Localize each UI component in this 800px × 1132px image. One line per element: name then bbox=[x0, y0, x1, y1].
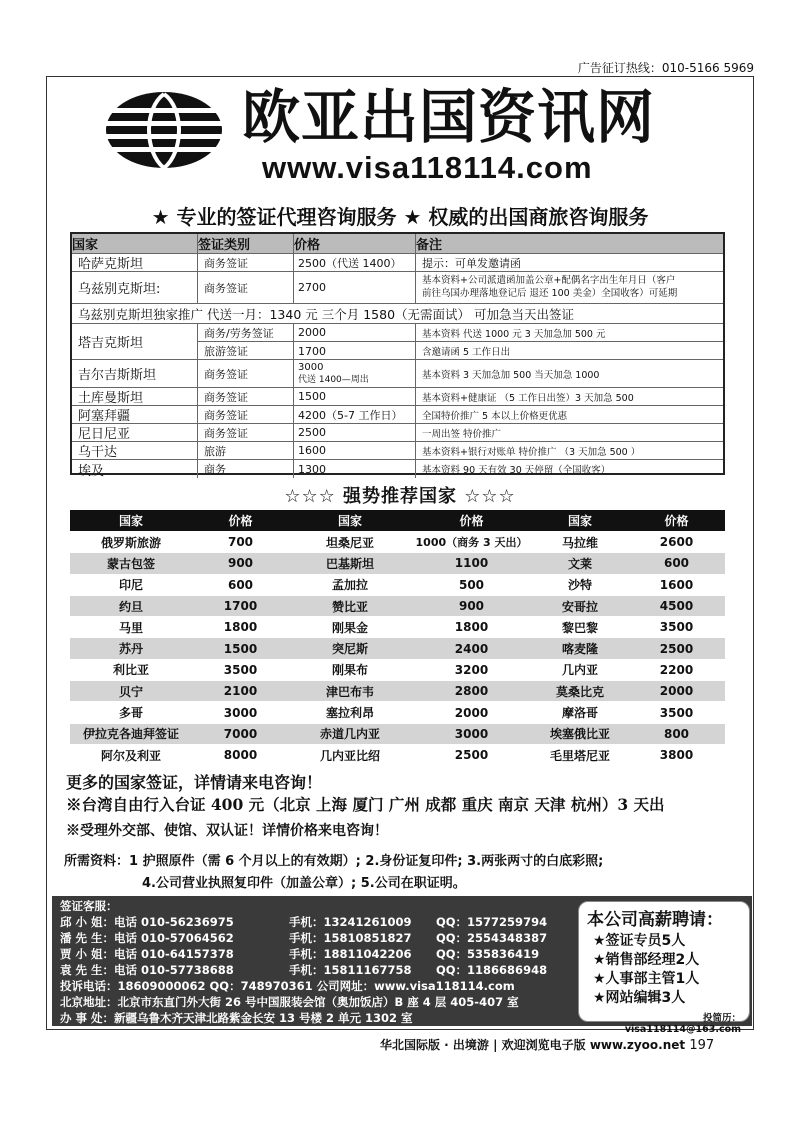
contact-row: 贾 小 姐：电话 010-64157378 手机：18811042206 QQ：535836419 bbox=[60, 947, 540, 961]
price-cell: 3500 bbox=[223, 662, 258, 677]
price-cell: 2800 bbox=[454, 684, 489, 699]
table-header: 国家 价格 国家 价格 国家 价格 bbox=[70, 510, 725, 532]
country-cell: 津巴布韦 bbox=[325, 684, 374, 699]
country-cell: 孟加拉 bbox=[331, 578, 368, 593]
price-cell: 3200 bbox=[454, 662, 489, 677]
country-cell: 坦桑尼亚 bbox=[325, 535, 374, 550]
taiwan-note: ※台湾自由行入台证 400 元（北京 上海 厦门 广州 成都 重庆 南京 天津 杭州）3 天出 bbox=[66, 795, 665, 814]
country-cell: 安哥拉 bbox=[561, 599, 598, 614]
slogan: ★ 专业的签证代理咨询服务 ★ 权威的出国商旅咨询服务 bbox=[151, 205, 649, 229]
table-row: 土库曼斯坦 商务签证 1500 基本资料+健康证 （5 工作日出签）3 天加急 500 bbox=[72, 388, 723, 406]
beijing-address: 北京地址：北京市东直门外大街 26 号中国服装会馆（奥加饭店）B 座 4 层 405-407 室 bbox=[60, 995, 519, 1009]
price-cell: 3800 bbox=[659, 748, 694, 763]
price-cell: 700 bbox=[227, 535, 254, 550]
price-cell: 2000 bbox=[659, 684, 694, 699]
contact-row: 袁 先 生：电话 010-57738688 手机：15811167758 QQ：1186686948 bbox=[60, 963, 548, 977]
country-cell: 利比亚 bbox=[112, 663, 149, 678]
hiring-item: ★人事部主管1人 bbox=[593, 971, 700, 987]
more-visas-note: 更多的国家签证，详情请来电咨询！ bbox=[66, 773, 323, 792]
country-cell: 刚果金 bbox=[331, 620, 368, 635]
contact-label: 签证客服： bbox=[60, 899, 118, 913]
table-row bbox=[70, 638, 725, 659]
table-row: 吉尔吉斯斯坦 商务签证 3000 代送 1400—周出 基本资料 3 天加急加 500 当天加急 1000 bbox=[72, 360, 723, 388]
table-row bbox=[70, 681, 725, 702]
price-cell: 600 bbox=[227, 577, 254, 592]
country-cell: 阿尔及利亚 bbox=[100, 748, 161, 763]
country-cell: 埃塞俄比亚 bbox=[549, 727, 610, 742]
price-cell: 1500 bbox=[223, 641, 258, 656]
country-cell: 喀麦隆 bbox=[561, 642, 598, 657]
price-cell: 7000 bbox=[223, 726, 258, 741]
price-cell: 800 bbox=[663, 726, 690, 741]
country-cell: 沙特 bbox=[567, 578, 592, 593]
price-cell: 2600 bbox=[659, 535, 694, 550]
country-cell: 苏丹 bbox=[118, 642, 143, 657]
requirements-line-2: 4.公司营业执照复印件（加盖公章）; 5.公司在职证明。 bbox=[142, 876, 466, 891]
price-cell: 1700 bbox=[223, 599, 258, 614]
price-cell: 1800 bbox=[454, 620, 489, 635]
footer: 华北国际版 · 出境游 | 欢迎浏览电子版 www.zyoo.net 197 bbox=[380, 1038, 715, 1053]
price-cell: 1100 bbox=[454, 556, 489, 571]
price-cell: 2000 bbox=[454, 705, 489, 720]
country-cell: 摩洛哥 bbox=[561, 706, 598, 721]
country-cell: 几内亚 bbox=[561, 663, 598, 678]
price-cell: 8000 bbox=[223, 748, 258, 763]
country-cell: 约旦 bbox=[118, 599, 143, 614]
country-cell: 伊拉克各迪拜签证 bbox=[82, 727, 179, 742]
ad-hotline: 广告征订热线：010-5166 5969 bbox=[577, 61, 754, 75]
country-cell: 莫桑比克 bbox=[555, 684, 604, 699]
price-cell: 2500 bbox=[659, 641, 694, 656]
price-cell: 900 bbox=[227, 556, 254, 571]
price-cell: 2400 bbox=[454, 641, 489, 656]
price-cell: 3000 bbox=[223, 705, 258, 720]
price-cell: 1800 bbox=[223, 620, 258, 635]
price-cell: 1000（商务 3 天出） bbox=[415, 536, 528, 550]
contact-row: 潘 先 生：电话 010-57064562 手机：15810851827 QQ：2554348387 bbox=[60, 931, 548, 945]
table-row bbox=[70, 745, 725, 766]
site-url[interactable]: www.visa118114.com bbox=[262, 150, 593, 185]
table-row: 旅游签证 1700 含邀请函 5 工作日出 bbox=[198, 342, 723, 360]
hiring-item: ★销售部经理2人 bbox=[593, 952, 700, 968]
recommend-table bbox=[70, 510, 725, 766]
country-cell: 蒙古包签 bbox=[106, 556, 155, 571]
brand-title: 欧亚出国资讯网 bbox=[242, 83, 656, 151]
country-cell: 俄罗斯旅游 bbox=[100, 535, 161, 550]
table-row: 埃及 商务 1300 基本资料 90 天有效 30 天停留（全国收客） bbox=[72, 460, 723, 478]
table-row bbox=[70, 702, 725, 723]
country-cell: 黎巴黎 bbox=[561, 620, 598, 635]
uzbek-promo: 乌兹别克斯坦独家推广 代送一月：1340 元 三个月 1580（无需面试） 可加急当天出签证 bbox=[72, 304, 723, 324]
uzbek-note: 基本资料+公司派遣函加盖公章+配偶名字出生年月日（客户 前往乌国办理落地登记后 退还 100 美金）全国收客）可延期 bbox=[422, 275, 678, 299]
country-cell: 赤道几内亚 bbox=[319, 727, 380, 742]
price-cell: 3000 bbox=[454, 726, 489, 741]
hiring-email[interactable]: 投简历：visa118114@163.com bbox=[624, 1013, 741, 1035]
country-cell: 马里 bbox=[118, 620, 143, 635]
country-cell: 多哥 bbox=[118, 706, 143, 721]
price-cell: 1600 bbox=[659, 577, 694, 592]
country-cell: 刚果布 bbox=[331, 663, 368, 678]
table-row bbox=[70, 660, 725, 681]
visa-price-table bbox=[70, 232, 725, 479]
country-cell: 几内亚比绍 bbox=[319, 748, 380, 763]
country-cell: 赞比亚 bbox=[331, 599, 368, 614]
office-address: 办 事 处：新疆乌鲁木齐天津北路紫金长安 13 号楼 2 单元 1302 室 bbox=[60, 1011, 413, 1025]
table-row: 塔吉克斯坦 商务/劳务签证 2000 基本资料 代送 1000 元 3 天加急加 500 元 旅游签证 1700 含邀请函 5 工作日出 bbox=[72, 324, 723, 360]
table-row: 尼日尼亚 商务签证 2500 一周出签 特价推广 bbox=[72, 424, 723, 442]
country-cell: 毛里塔尼亚 bbox=[549, 748, 610, 763]
price-cell: 900 bbox=[458, 599, 485, 614]
country-cell: 贝宁 bbox=[118, 684, 143, 699]
table-row bbox=[70, 553, 725, 574]
foreign-affairs-note: ※受理外交部、使馆、双认证！详情价格来电咨询！ bbox=[66, 823, 388, 839]
table-row: 乌干达 旅游 1600 基本资料+银行对账单 特价推广 （3 天加急 500 ） bbox=[72, 442, 723, 460]
table-row bbox=[70, 724, 725, 745]
table-row bbox=[70, 617, 725, 638]
table-row bbox=[70, 532, 725, 553]
table-row bbox=[70, 575, 725, 596]
page-number: 197 bbox=[689, 1038, 715, 1053]
country-cell: 马拉维 bbox=[561, 535, 598, 550]
hiring-box bbox=[578, 901, 750, 1035]
price-cell: 2500 bbox=[454, 748, 489, 763]
table-row: 阿塞拜疆 商务签证 4200（5-7 工作日） 全国特价推广 5 本以上价格更优惠 bbox=[72, 406, 723, 424]
price-cell: 4500 bbox=[659, 599, 694, 614]
price-cell: 600 bbox=[663, 556, 690, 571]
country-cell: 塞拉利昂 bbox=[325, 706, 374, 721]
table-header: 国家 签证类别 价格 备注 bbox=[72, 234, 723, 254]
price-cell: 3500 bbox=[659, 620, 694, 635]
country-cell: 文莱 bbox=[567, 556, 592, 571]
hiring-item: ★网站编辑3人 bbox=[593, 990, 686, 1006]
hiring-title: 本公司高薪聘请： bbox=[587, 910, 723, 930]
price-cell: 2200 bbox=[659, 662, 694, 677]
table-row: 乌兹别克斯坦: 商务签证 2700 基本资料+公司派遣函加盖公章+配偶名字出生年月日（客户 前往乌国办理落地登记后 退还 100 美金）全国收客）可延期 bbox=[72, 272, 723, 304]
hiring-item: ★签证专员5人 bbox=[593, 933, 686, 949]
globe-logo-icon bbox=[104, 88, 224, 170]
price-cell: 2100 bbox=[223, 684, 258, 699]
table-row: 哈萨克斯坦 商务签证 2500（代送 1400） 提示：可单发邀请函 bbox=[72, 254, 723, 272]
complaint-line: 投诉电话：18609000062 QQ：748970361 公司网址：www.visa118114.com bbox=[60, 979, 515, 993]
country-cell: 印尼 bbox=[118, 578, 143, 593]
price-cell: 3500 bbox=[659, 705, 694, 720]
country-cell: 突尼斯 bbox=[331, 642, 368, 657]
table-row: 商务/劳务签证 2000 基本资料 代送 1000 元 3 天加急加 500 元 bbox=[198, 324, 723, 342]
recommend-title: ☆☆☆ 强势推荐国家 ☆☆☆ bbox=[284, 486, 516, 507]
table-row bbox=[70, 596, 725, 617]
requirements-line-1: 所需资料：1 护照原件（需 6 个月以上的有效期）; 2.身份证复印件; 3.两张两寸的白底彩照; bbox=[64, 854, 604, 869]
country-cell: 巴基斯坦 bbox=[325, 556, 374, 571]
contact-row: 邱 小 姐：电话 010-56236975 手机：13241261009 QQ：1577259794 bbox=[60, 915, 548, 929]
price-cell: 500 bbox=[458, 577, 485, 592]
